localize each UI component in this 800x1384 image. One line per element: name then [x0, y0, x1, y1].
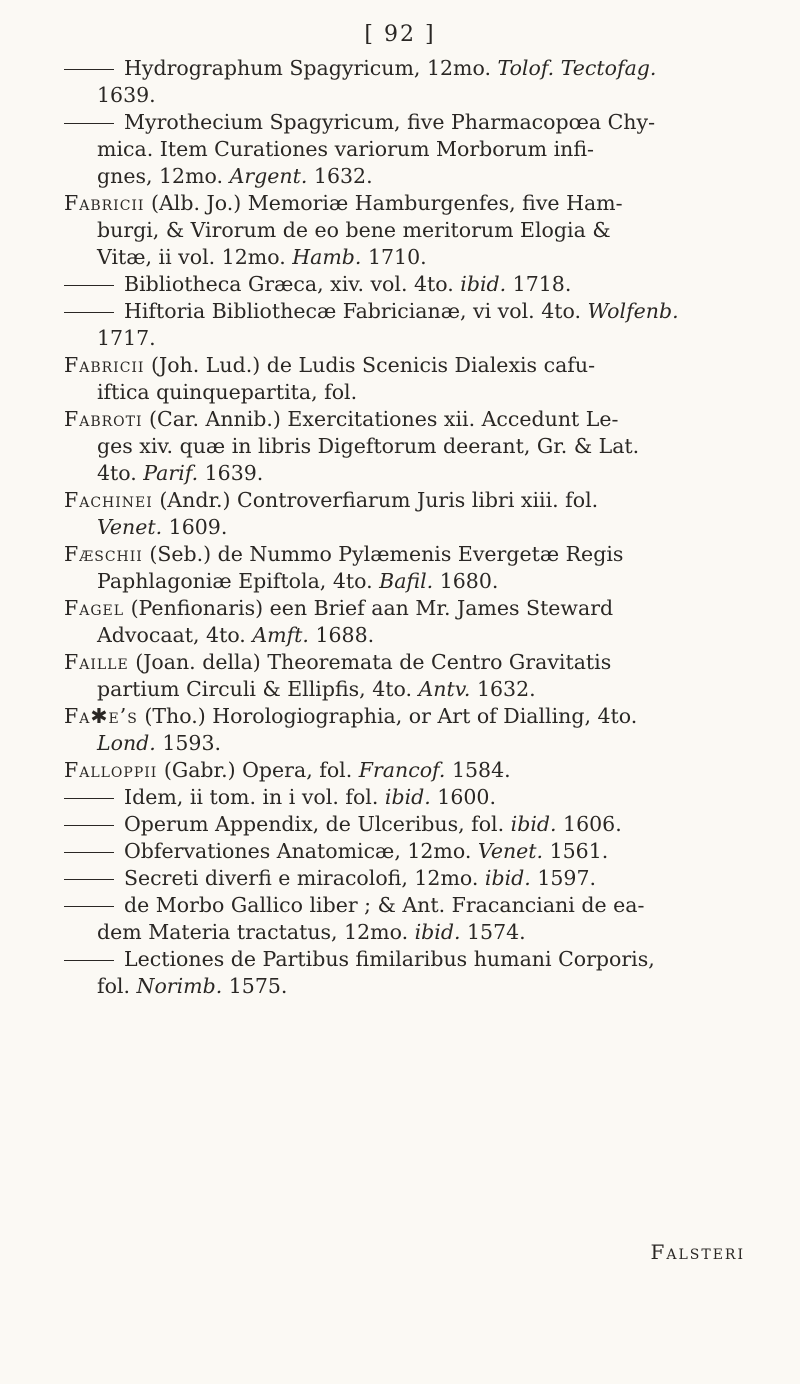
entry-line: [64, 865, 754, 892]
entry-line: [64, 433, 754, 460]
imprint-year: 1718.: [506, 272, 572, 296]
author-name: Fabroti: [64, 407, 143, 431]
entry-line: [64, 55, 754, 82]
author-name: Fachinei: [64, 488, 153, 512]
bibliography-entry: [64, 784, 754, 811]
imprint-place: Wolfenb.: [587, 299, 679, 323]
entry-text: (Alb. Jo.) Memoriæ Hamburgenfes, five Ham-: [144, 191, 623, 215]
bibliography-entry: [64, 892, 754, 946]
entry-text: (Penfionaris) een Brief aan Mr. James Steward: [124, 596, 614, 620]
ditto-dash: [64, 825, 114, 826]
imprint-place: ibid.: [484, 866, 531, 890]
entry-line: [64, 352, 754, 379]
entry-text: Lectiones de Partibus fimilaribus humani Corporis,: [124, 947, 655, 971]
entry-text: Hiftoria Bibliothecæ Fabricianæ, vi vol. 4to.: [124, 299, 588, 323]
imprint-year: 1597.: [530, 866, 597, 890]
bibliography-entry: [64, 55, 754, 109]
entry-line: [64, 676, 754, 703]
entry-line: [64, 325, 754, 352]
entry-text: 1717.: [97, 326, 156, 350]
entry-line: [64, 730, 754, 757]
bibliography-entry: [64, 406, 754, 487]
imprint-year: 1632.: [470, 677, 536, 701]
entry-line: [64, 82, 754, 109]
entry-text: fol.: [97, 974, 137, 998]
entry-text: partium Circuli & Ellipfis, 4to.: [97, 677, 419, 701]
imprint-year: 1680.: [433, 569, 499, 593]
imprint-year: 1710.: [361, 245, 427, 269]
entry-line: [64, 136, 754, 163]
imprint-year: 1606.: [556, 812, 622, 836]
entry-line: [64, 379, 754, 406]
imprint-place: Bafil.: [379, 569, 434, 593]
ditto-dash: [64, 123, 114, 124]
entry-line: [64, 217, 754, 244]
ditto-dash: [64, 798, 114, 799]
bibliography-entry: [64, 190, 754, 271]
ditto-dash: [64, 285, 114, 286]
entry-text: Bibliotheca Græca, xiv. vol. 4to.: [124, 272, 461, 296]
entry-text: Paphlagoniæ Epiftola, 4to.: [97, 569, 380, 593]
entry-text: Hydrographum Spagyricum, 12mo.: [124, 56, 498, 80]
entry-line: [64, 838, 754, 865]
author-name: Fabricii: [64, 191, 145, 215]
author-name: Fabricii: [64, 353, 145, 377]
imprint-place: ibid.: [414, 920, 461, 944]
imprint-place: Venet.: [477, 839, 544, 863]
bibliography-entry: [64, 703, 754, 757]
entry-text: (Seb.) de Nummo Pylæmenis Evergetæ Regis: [142, 542, 624, 566]
imprint-place: Francof.: [358, 758, 446, 782]
entry-text: ges xiv. quæ in libris Digeftorum deerant, Gr. & Lat.: [97, 434, 640, 458]
entry-line: [64, 541, 754, 568]
entry-text: 4to.: [97, 461, 144, 485]
entry-text: (Gabr.) Opera, fol.: [157, 758, 359, 782]
entry-text: Idem, ii tom. in i vol. fol.: [124, 785, 385, 809]
imprint-place: ibid.: [510, 812, 557, 836]
imprint-year: 1593.: [155, 731, 222, 755]
imprint-place: Venet.: [97, 515, 163, 539]
entry-text: Myrothecium Spagyricum, five Pharmacopœa Chy-: [124, 110, 656, 134]
imprint-year: 1600.: [430, 785, 496, 809]
imprint-place: Lond.: [97, 731, 156, 755]
ditto-dash: [64, 69, 114, 70]
entry-line: [64, 757, 754, 784]
entry-text: (Andr.) Controverfiarum Juris libri xiii. fol.: [152, 488, 599, 512]
entry-line: [64, 703, 754, 730]
page-number: [ 92 ]: [364, 22, 436, 47]
author-name: Faille: [64, 650, 129, 674]
ditto-dash: [64, 960, 114, 961]
imprint-place: Antv.: [418, 677, 471, 701]
entry-text: iftica quinquepartita, fol.: [97, 380, 358, 404]
ditto-dash: [64, 312, 114, 313]
entry-line: [64, 568, 754, 595]
imprint-place: ibid.: [460, 272, 507, 296]
bibliography-list: [64, 55, 754, 1000]
entry-line: [64, 919, 754, 946]
bibliography-entry: [64, 838, 754, 865]
ditto-dash: [64, 906, 114, 907]
bibliography-entry: [64, 811, 754, 838]
imprint-year: 1639.: [198, 461, 264, 485]
imprint-year: 1561.: [543, 839, 609, 863]
entry-text: gnes, 12mo.: [97, 164, 230, 188]
entry-text: (Tho.) Horologiographia, or Art of Dialling, 4to.: [137, 704, 638, 728]
bibliography-entry: [64, 109, 754, 190]
author-name: Falloppii: [64, 758, 158, 782]
entry-line: [64, 622, 754, 649]
entry-text: Operum Appendix, de Ulceribus, fol.: [124, 812, 511, 836]
entry-line: [64, 244, 754, 271]
entry-text: de Morbo Gallico liber ; & Ant. Fracanciani de ea-: [124, 893, 645, 917]
imprint-place: Norimb.: [136, 974, 223, 998]
entry-line: [64, 595, 754, 622]
imprint-year: 1584.: [445, 758, 511, 782]
bibliography-entry: [64, 271, 754, 298]
entry-line: [64, 487, 754, 514]
entry-line: [64, 514, 754, 541]
entry-line: [64, 892, 754, 919]
author-name: Fa✱e’s: [64, 704, 138, 728]
entry-line: [64, 190, 754, 217]
bibliography-entry: [64, 298, 754, 352]
entry-text: (Joh. Lud.) de Ludis Scenicis Dialexis cafu-: [144, 353, 596, 377]
entry-line: [64, 973, 754, 1000]
imprint-place: Tolof. Tectofag.: [497, 56, 657, 80]
entry-line: [64, 109, 754, 136]
entry-line: [64, 163, 754, 190]
entry-text: Obfervationes Anatomicæ, 12mo.: [124, 839, 478, 863]
entry-line: [64, 811, 754, 838]
imprint-year: 1575.: [222, 974, 288, 998]
imprint-year: 1632.: [307, 164, 373, 188]
imprint-place: ibid.: [384, 785, 431, 809]
entry-line: [64, 946, 754, 973]
bibliography-entry: [64, 487, 754, 541]
entry-line: [64, 271, 754, 298]
author-name: Fæschii: [64, 542, 143, 566]
bibliography-entry: [64, 946, 754, 1000]
entry-line: [64, 460, 754, 487]
entry-text: mica. Item Curationes variorum Morborum infi-: [97, 137, 594, 161]
entry-text: burgi, & Virorum de eo bene meritorum Elogia &: [97, 218, 611, 242]
catchword: Falsteri: [650, 1240, 745, 1264]
bibliography-entry: [64, 865, 754, 892]
imprint-year: 1688.: [308, 623, 375, 647]
entry-text: Vitæ, ii vol. 12mo.: [97, 245, 293, 269]
imprint-place: Parif.: [143, 461, 199, 485]
imprint-year: 1609.: [162, 515, 228, 539]
bibliography-entry: [64, 649, 754, 703]
entry-text: Advocaat, 4to.: [97, 623, 253, 647]
entry-line: [64, 784, 754, 811]
ditto-dash: [64, 852, 114, 853]
entry-text: 1639.: [97, 83, 156, 107]
entry-text: Secreti diverfi e miracolofi, 12mo.: [124, 866, 485, 890]
bibliography-entry: [64, 757, 754, 784]
imprint-place: Argent.: [229, 164, 308, 188]
entry-text: (Joan. della) Theoremata de Centro Gravitatis: [128, 650, 612, 674]
bibliography-entry: [64, 352, 754, 406]
ditto-dash: [64, 879, 114, 880]
imprint-place: Amft.: [252, 623, 309, 647]
entry-text: (Car. Annib.) Exercitationes xii. Accedunt Le-: [142, 407, 619, 431]
imprint-year: 1574.: [460, 920, 526, 944]
bibliography-entry: [64, 595, 754, 649]
bibliography-entry: [64, 541, 754, 595]
imprint-place: Hamb.: [292, 245, 362, 269]
entry-line: [64, 406, 754, 433]
entry-line: [64, 298, 754, 325]
entry-line: [64, 649, 754, 676]
entry-text: dem Materia tractatus, 12mo.: [97, 920, 415, 944]
author-name: Fagel: [64, 596, 125, 620]
